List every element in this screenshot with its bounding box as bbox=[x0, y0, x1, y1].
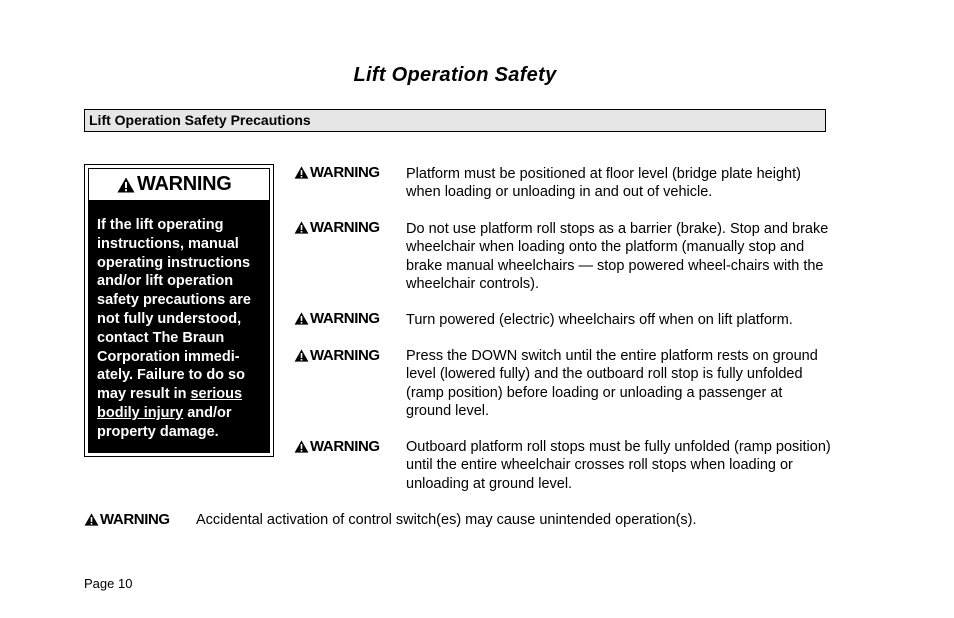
warning-text: Outboard platform roll stops must be fully unfolded (ramp position) until the entire wheelchair crosses roll stops when loading or unloading at ground level. bbox=[406, 439, 831, 492]
warning-box-header bbox=[88, 168, 270, 201]
warning-triangle-icon bbox=[84, 513, 99, 526]
warning-box-text-underlined: serious bodily injury bbox=[97, 386, 243, 421]
warning-label-text: WARNING bbox=[100, 511, 170, 528]
warning-triangle-icon bbox=[294, 440, 309, 453]
warning-label bbox=[294, 438, 380, 455]
warning-label-text: WARNING bbox=[310, 347, 380, 364]
bottom-warning-text: Accidental activation of control switch(es) may cause unintended operation(s). bbox=[196, 512, 697, 528]
warning-text: Turn powered (electric) wheelchairs off when on lift platform. bbox=[406, 312, 793, 328]
page-number: Page 10 bbox=[84, 576, 133, 591]
warning-triangle-icon bbox=[294, 312, 309, 325]
warning-box-panel bbox=[88, 168, 270, 453]
warning-triangle-icon bbox=[294, 349, 309, 362]
warning-triangle-icon bbox=[117, 177, 135, 193]
section-heading: Lift Operation Safety Precautions bbox=[84, 109, 826, 132]
warning-box bbox=[84, 164, 274, 457]
warning-box-text-part: and/or property damage. bbox=[97, 404, 232, 440]
page-title: Lift Operation Safety bbox=[353, 64, 557, 86]
warning-box-text bbox=[97, 216, 262, 442]
warning-label-text: WARNING bbox=[310, 310, 380, 327]
warning-triangle-icon bbox=[294, 221, 309, 234]
warning-label bbox=[294, 310, 380, 327]
warning-text: Do not use platform roll stops as a barrier (brake). Stop and brake wheelchair when loading onto the platform (manually stop and brake manual wheelchairs — stop powered wheel-chairs with the wheelchair controls). bbox=[406, 221, 829, 292]
warning-text: Press the DOWN switch until the entire platform rests on ground level (lowered fully) and the outboard roll stop is fully unfolded (ramp position) before loading or unloading a passenger at ground level. bbox=[406, 348, 818, 419]
warning-label-text: WARNING bbox=[310, 219, 380, 236]
warning-box-heading: WARNING bbox=[137, 173, 232, 195]
warning-label-text: WARNING bbox=[310, 164, 380, 181]
warning-label bbox=[294, 347, 380, 364]
warning-label bbox=[294, 164, 380, 181]
bottom-warning-label bbox=[84, 511, 170, 528]
warning-label bbox=[294, 219, 380, 236]
warning-label-text: WARNING bbox=[310, 438, 380, 455]
warning-text: Platform must be positioned at floor level (bridge plate height) when loading or unloading in and out of vehicle. bbox=[406, 166, 801, 201]
warning-box-text-part: If the lift operating instructions, manual operating instructions and/or lift operation safety precautions are not fully understood, contact The Braun Corporation immedi-ately. Failure to do so may result in bbox=[97, 217, 251, 403]
warning-triangle-icon bbox=[294, 166, 309, 179]
